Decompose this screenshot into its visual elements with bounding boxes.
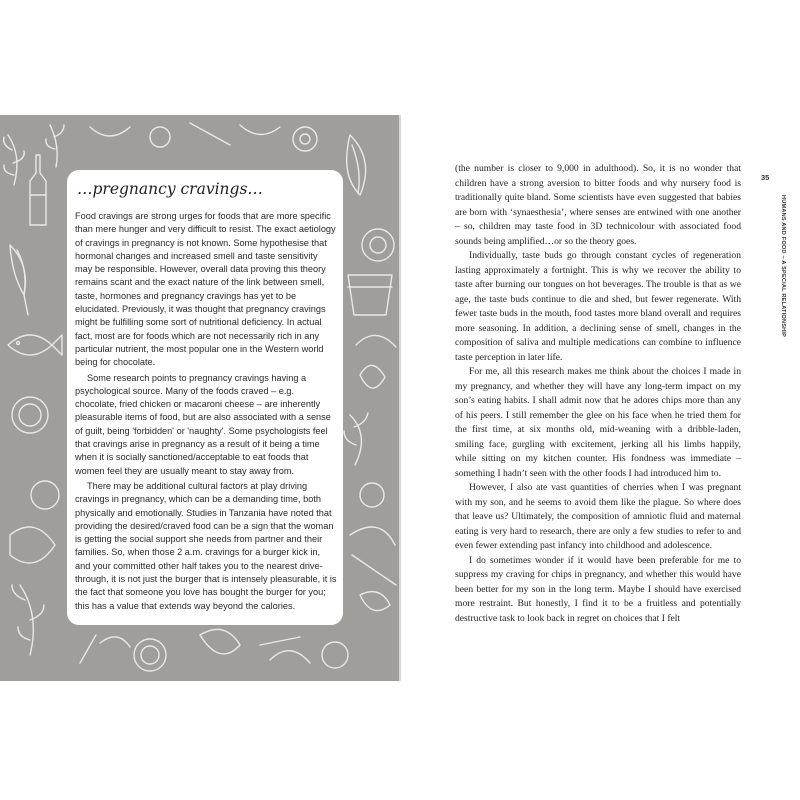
body-paragraph: However, I also ate vast quantities of cherries when I was pregnant with my son, and he seems to avoid them like the plague. So where does that leave us? Ultimately, the composition of amniotic fluid and maternal eating is very hard to research, there are only a few studies to refer to and even fewer extending past infancy into childhood and adolescence. <box>455 482 741 551</box>
box-body <box>75 210 337 613</box>
book-spread <box>0 115 800 681</box>
page-number: 35 <box>761 173 770 182</box>
body-text <box>455 162 741 626</box>
box-paragraph: Food cravings are strong urges for foods that are more specific than mere hunger and very difficult to resist. The exact aetiology of cravings in pregnancy is not known. Some hypothesise that hormonal changes and increased smell and taste sensitivity may be responsible. However, overall data proving this theory remains scant and the exact nature of the link between smell, taste, hormones and pregnancy cravings has yet to be elucidated. Previously, it was thought that pregnancy cravings might be fulfilling some sort of nutritional deficiency. In actual fact, most are for foods which are not necessarily rich in any particular nutrient, the most popular one in the Western world being for chocolate. <box>75 211 336 368</box>
running-head: HUMANS AND FOOD – A SPECIAL RELATIONSHIP <box>780 195 786 338</box>
body-paragraph: For me, all this research makes me think about the choices I made in my pregnancy, and whether they will have any long-term impact on my son’s eating habits. I shall admit now that he adores chips more than any of his peers. I still remember the glee on his face when he tried them for the first time, at six months old, mid-weaning with a dribble-laden, smiling face, gurgling with excitement, jerking all his limbs happily, while sitting on my kitchen counter. His fondness was immediate – something I hadn’t seen with the other foods I had introduced him to. <box>455 366 741 479</box>
body-paragraph: (the number is closer to 9,000 in adulthood). So, it is no wonder that children have a strong aversion to bitter foods and why nursery food is traditionally quite bland. Some scientists have even suggested that babies are born with ‘synaesthesia’, where senses are entwined with one another – so, children may taste food in 3D technicolour with associated food sounds being amplified…or so the theory goes. <box>455 163 741 247</box>
body-paragraph: Individually, taste buds go through constant cycles of regeneration lasting approximately a fortnight. This is why we recover the ability to taste after burning our tongues on hot beverages. The trouble is that as we age, the taste buds continue to die and shed, but fewer regenerate. With fewer taste buds in the mouth, food tastes more bland overall and requires more seasoning. In addition, a declining sense of smell, changes in the composition of saliva and multiple medications can combine to influence taste perception in later life. <box>455 250 741 363</box>
right-page <box>401 115 800 681</box>
box-paragraph: Some research points to pregnancy cravings having a psychological source. Many of the foods craved – e.g. chocolate, fried chicken or macaroni cheese – are inherently pleasurable items of food, but are also associated with a sense of guilt, being 'forbidden' or 'naughty'. Some psychologists feel that cravings arise in pregnancy as a result of it being a time when it is socially sanctioned/acceptable to eat foods that women feel they are usually meant to stay away from. <box>75 372 331 476</box>
box-title: …pregnancy cravings… <box>77 180 263 198</box>
left-page <box>0 115 399 681</box>
box-paragraph: There may be additional cultural factors at play driving cravings in pregnancy, which can be a demanding time, both physically and emotionally. Studies in Tanzania have noted that providing the desired/craved food can be a sign that the woman is getting the social support she needs from partner and their families. So, when those 2 a.m. cravings for a burger kick in, and your committed other half takes you to the nearest drive-through, it is not just the burger that is intensely pleasurable, it is the fact that someone you love has bought the burger for you; this has a value that extends way beyond the calories. <box>75 480 337 611</box>
sidebar-box <box>67 170 343 625</box>
body-paragraph: I do sometimes wonder if it would have been preferable for me to suppress my craving for chips in pregnancy, and whether this would have been better for my son in the long term. Maybe I should have exercised more restraint. But honestly, I find it to be a fruitless and potentially destructive task to look back in regret on choices that I felt <box>455 554 741 624</box>
